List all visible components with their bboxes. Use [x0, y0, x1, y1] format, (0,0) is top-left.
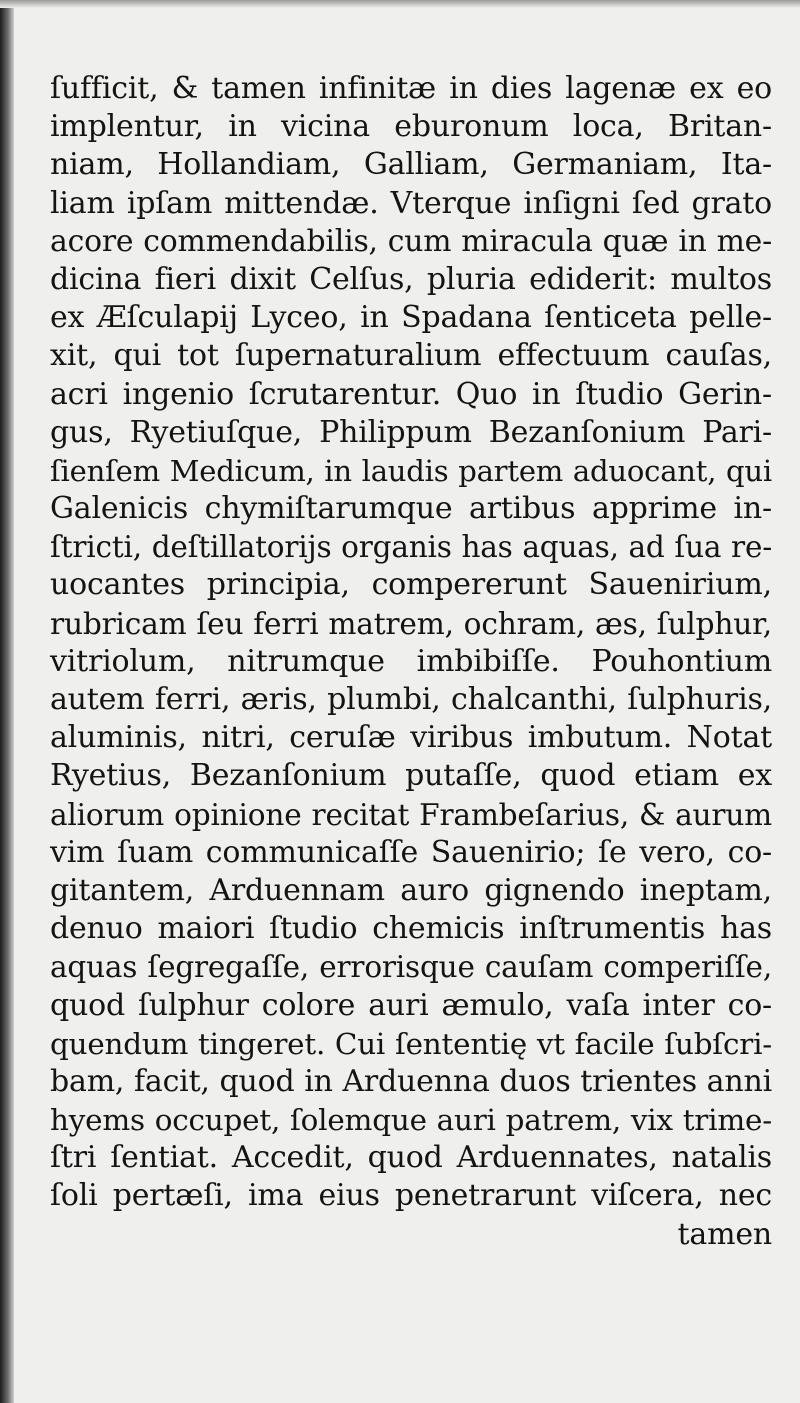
text-line: vim ſuam communicaſſe Sauenirio; ſe vero, co-	[50, 834, 772, 870]
text-line: acore commendabilis, cum miracula quæ in me-	[50, 223, 772, 259]
text-line: gus, Ryetiuſque, Philippum Bezanſonium Pari-	[50, 414, 772, 450]
text-line: ſoli pertæſi, ima eius penetrarunt viſcera, nec	[50, 1178, 772, 1214]
text-line: uocantes principia, compererunt Sauenirium,	[50, 567, 772, 603]
text-line: quendum tingeret. Cui ſententię vt facile ſubſcri-	[50, 1026, 772, 1061]
text-line: xit, qui tot ſupernaturalium effectuum cauſas,	[50, 338, 772, 374]
text-line: gitantem, Arduennam auro gignendo ineptam,	[50, 872, 772, 908]
text-line: acri ingenio ſcrutarentur. Quo in ſtudio Gerin-	[50, 376, 772, 412]
text-line: ſtricti, deſtillatorijs organis has aquas, ad ſua re-	[50, 530, 772, 565]
text-line: ex Æſculapij Lyceo, in Spadana ſenticeta pelle-	[50, 300, 772, 336]
text-line: autem ferri, æris, plumbi, chalcanthi, ſulphuris,	[50, 682, 772, 717]
text-line: Ryetius, Bezanſonium putaſſe, quod etiam ex	[50, 758, 772, 794]
text-line: dicina fieri dixit Celſus, pluria ediderit: multos	[50, 261, 772, 297]
text-line: bam, facit, quod in Arduenna duos trientes anni	[50, 1063, 772, 1099]
text-line: denuo maiori ſtudio chemicis inſtrumentis has	[50, 911, 772, 947]
text-line: ſtri ſentiat. Accedit, quod Arduennates, natalis	[50, 1140, 772, 1176]
body-text	[50, 70, 772, 1254]
page-top-shadow	[0, 0, 800, 8]
page-edge-shadow	[0, 0, 14, 1403]
text-line: liam ipſam mittendæ. Vterque inſigni ſed grato	[50, 185, 772, 221]
text-line: implentur, in vicina eburonum loca, Britan-	[50, 109, 772, 145]
text-line: aliorum opinione recitat Frambeſarius, & aurum	[50, 797, 772, 832]
text-line: hyems occupet, ſolemque auri patrem, vix trime-	[50, 1103, 772, 1138]
text-line: quod ſulphur colore auri æmulo, vaſa inter co-	[50, 987, 772, 1023]
text-line: aluminis, nitri, ceruſæ viribus imbutum. Notat	[50, 720, 772, 756]
text-line: rubricam ſeu ferri matrem, ochram, æs, ſulphur,	[50, 606, 772, 641]
text-line: aquas ſegregaſſe, errorisque cauſam comperiſſe,	[50, 950, 772, 985]
text-line: Galenicis chymiſtarumque artibus apprime in-	[50, 491, 772, 527]
text-line: ſufficit, & tamen infinitæ in dies lagenæ ex eo	[50, 71, 772, 106]
text-line: vitriolum, nitrumque imbibiſſe. Pouhontium	[50, 643, 772, 679]
catchword: tamen	[677, 1216, 772, 1252]
text-line: ſienſem Medicum, in laudis partem aduocant, qui	[50, 453, 772, 488]
text-line: niam, Hollandiam, Galliam, Germaniam, Ita-	[50, 147, 772, 183]
